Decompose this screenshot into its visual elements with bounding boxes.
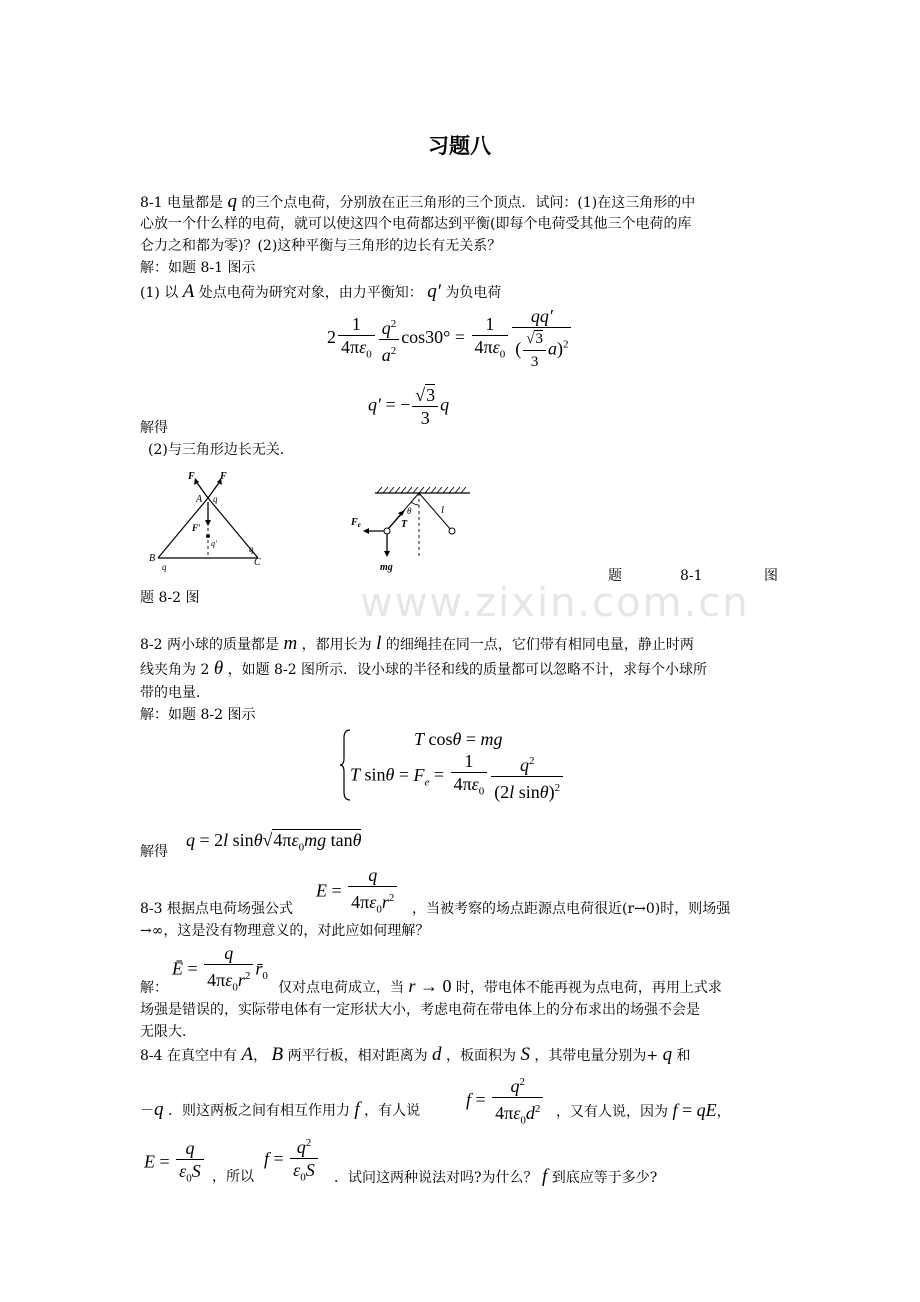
tension-arrowhead — [398, 510, 405, 516]
solution-8-1-step2: (2)与三角形边长无关． — [148, 442, 294, 458]
problem-8-4-line3b: ．试问这两种说法对吗?为什么？ f 到底应等于多少? — [334, 1166, 658, 1187]
figure-8-1-caption-c: 图 — [764, 568, 778, 584]
figure-8-2-caption: 题 8-2 图 — [140, 590, 200, 606]
formula-vector-field: Ē = $\frac{q}{4\pi\varepsilon_0r^2}$ $r̄_0$ — [172, 942, 268, 999]
problem-8-1-line1: 8-1 电量都是 q 的三个点电荷，分别放在正三角形的三个顶点．试问：(1)在这三角形的中 — [140, 191, 696, 212]
problem-8-2-line2: 线夹角为 2 θ ，如题 8-2 图所示．设小球的半径和线的质量都可以忽略不计，求每个小球所 — [140, 658, 708, 679]
equation-q-result: q = 2l $\sin\theta√4\pi\varepsilon_0mg$ tanθ — [186, 830, 362, 854]
gravity-arrowhead — [384, 551, 390, 557]
solution-8-2-jiede: 解得 — [140, 844, 168, 860]
label-q-bottom-left: q — [162, 562, 167, 572]
problem-8-2-line3: 带的电量． — [140, 685, 210, 701]
label-F-right: F — [220, 471, 227, 482]
label-C: C — [254, 557, 261, 568]
solution-8-3-line2: 场强是错误的，实际带电体有一定形状大小，考虑电荷在带电体上的分布求出的场强不会是 — [140, 1002, 700, 1018]
electric-force-arrowhead — [363, 528, 369, 534]
watermark: www.zixin.com.cn — [360, 580, 750, 626]
equation-vertical-balance: T cosθ = mg — [414, 729, 503, 749]
string-right — [419, 493, 451, 530]
problem-8-4-line2b: ，又有人说，因为 f = qE， — [556, 1100, 731, 1120]
label-F-left: F — [188, 471, 195, 482]
figure-8-1-triangle — [140, 468, 280, 574]
problem-8-2-line1: 8-2 两小球的质量都是 m ，都用长为 l 的细绳挂在同一点，它们带有相同电量，静止时两 — [140, 633, 694, 654]
label-Fe: $F_e$ — [351, 517, 361, 529]
equation-force-balance: 2 $\frac{1}{4\pi\varepsilon_0}$ $\frac{q^2}{a^2}$ cos30° = $\frac{1}{4\pi\varepsilon_0}$ qq′ ( $\frac{√3}{3}$ a)$^2$ — [327, 305, 573, 373]
problem-8-1-line2: 心放一个什么样的电荷，就可以使这四个电荷都达到平衡(即每个电荷受其他三个电荷的库 — [140, 216, 692, 232]
page-title: 习题八 — [428, 134, 491, 158]
problem-8-3-line2: →∞，这是没有物理意义的，对此应如何理解？ — [140, 923, 430, 939]
label-mg: mg — [380, 562, 393, 573]
problem-8-4-line3: ，所以 — [212, 1169, 254, 1185]
label-theta: θ — [407, 506, 412, 516]
formula-E-plate: E = $\frac{q}{\varepsilon_0S}$ — [144, 1137, 206, 1190]
solution-8-1-jiede: 解得 — [140, 420, 168, 436]
solution-8-3-line1: 仅对点电荷成立，当 r → 0 时，带电体不能再视为点电荷，再用上式求 — [278, 976, 722, 996]
theta-arc — [411, 502, 419, 505]
label-F-prime: F′ — [192, 523, 201, 533]
problem-8-1-line3: 仑力之和都为零)？(2)这种平衡与三角形的边长有无关系？ — [140, 238, 502, 254]
equation-q-prime: q′ = − $\frac{√3}{3}$ q — [368, 385, 450, 428]
label-T: T — [401, 519, 408, 530]
formula-f-coulomb: f = $\frac{q^2}{4\pi\varepsilon_0d^2}$ — [466, 1071, 545, 1132]
formula-point-charge-field: E = $\frac{q}{4\pi\varepsilon_0r^2}$ — [316, 864, 399, 921]
figure-8-2-pendulum — [345, 485, 480, 575]
label-B: B — [149, 553, 156, 564]
force-arrowhead-down — [205, 520, 211, 526]
label-q-prime: q′ — [211, 539, 217, 548]
solution-8-1-label: 解：如题 8-1 图示 — [140, 260, 256, 276]
solution-8-3-line3: 无限大． — [140, 1024, 196, 1040]
figure-8-1-caption-a: 题 — [608, 568, 622, 584]
problem-8-4-line2: －q ．则这两板之间有相互作用力 f ，有人说 — [140, 1099, 421, 1120]
label-A: A — [196, 494, 203, 505]
solution-8-3-label: 解： — [140, 980, 168, 996]
solution-8-2-label: 解：如题 8-2 图示 — [140, 707, 256, 723]
solution-8-1-step1: (1) 以 A 处点电荷为研究对象，由力平衡知： q′ 为负电荷 — [140, 281, 502, 302]
problem-8-3-line1a: 8-3 根据点电荷场强公式 — [140, 901, 293, 917]
figure-8-1-caption-b: 8-1 — [680, 568, 703, 584]
label-q-right: q — [249, 544, 254, 554]
equation-horizontal-balance: T $\sin\theta = F_e$ = $\frac{1}{4\pi\varepsilon_0}$ $\frac{q^2}{(2l \sin\theta)^2}$ — [350, 750, 565, 803]
label-q-top: q — [213, 494, 218, 504]
ball-left — [384, 528, 390, 534]
ball-right — [449, 528, 455, 534]
formula-f-plate: f = $\frac{q^2}{\varepsilon_0S}$ — [264, 1132, 320, 1189]
problem-8-4-line1: 8-4 在真空中有 A， B 两平行板，相对距离为 d ，板面积为 S ，其带电量分别为+ q 和 — [140, 1044, 691, 1065]
ceiling-hatching — [377, 487, 466, 493]
label-l: l — [441, 504, 445, 516]
problem-8-3-line1b: ，当被考察的场点距源点电荷很近(r→0)时，则场强 — [412, 901, 731, 917]
